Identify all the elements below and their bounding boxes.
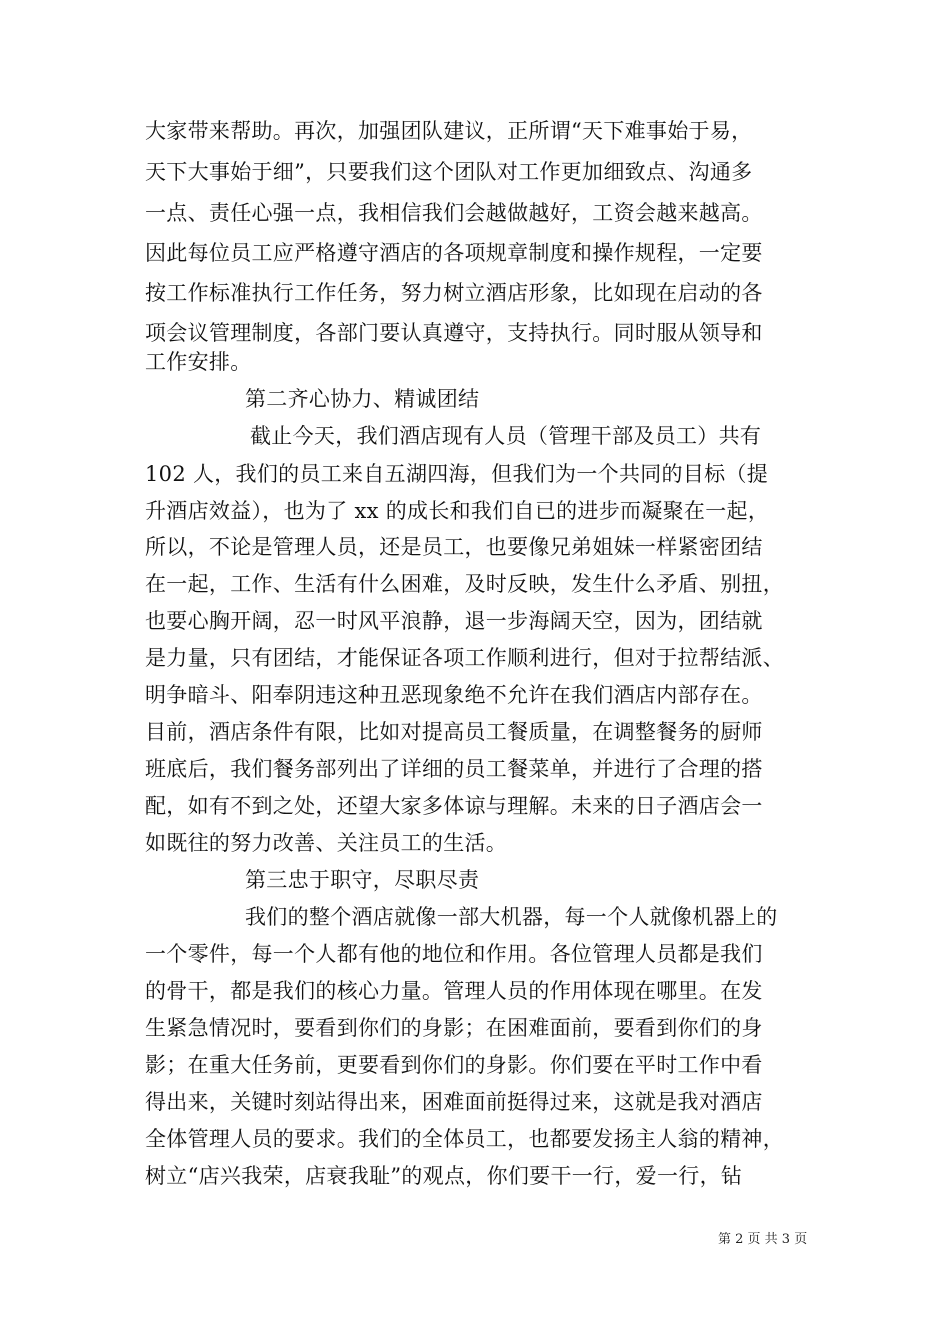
paragraph-line: 全体管理人员的要求。我们的全体员工，也都要发扬主人翁的精神， [145, 1127, 784, 1151]
paragraph-line: 工作安排。 [145, 350, 252, 374]
paragraph-line: 是力量，只有团结，才能保证各项工作顺利进行，但对于拉帮结派、 [145, 646, 784, 670]
paragraph-line: 明争暗斗、阳奉阴违这种丑恶现象绝不允许在我们酒店内部存在。 [145, 683, 763, 707]
section-heading: 第三忠于职守，尽职尽责 [245, 868, 480, 892]
paragraph-line: 生紧急情况时，要看到你们的身影；在困难面前，要看到你们的身 [145, 1016, 763, 1040]
paragraph-line: 在一起，工作、生活有什么困难，及时反映，发生什么矛盾、别扭， [145, 572, 784, 596]
paragraph-line: 升酒店效益），也为了 xx 的成长和我们自已的进步而凝聚在一起， [145, 499, 770, 523]
paragraph-line: 得出来，关键时刻站得出来，困难面前挺得过来，这就是我对酒店 [145, 1090, 763, 1114]
paragraph-line: 截止今天，我们酒店现有人员（管理干部及员工）共有 [250, 424, 762, 448]
paragraph-line: 影；在重大任务前，更要看到你们的身影。你们要在平时工作中看 [145, 1053, 763, 1077]
paragraph-line: 天下大事始于细”，只要我们这个团队对工作更加细致点、沟通多 [145, 160, 753, 184]
paragraph-line: 的骨干，都是我们的核心力量。管理人员的作用体现在哪里。在发 [145, 979, 763, 1003]
paragraph-line: 也要心胸开阔，忍一时风平浪静，退一步海阔天空，因为，团结就 [145, 609, 763, 633]
paragraph-line: 目前，酒店条件有限，比如对提高员工餐质量，在调整餐务的厨师 [145, 720, 763, 744]
section-heading: 第二齐心协力、精诚团结 [245, 387, 480, 411]
paragraph-line: 一点、责任心强一点，我相信我们会越做越好，工资会越来越高。 [145, 201, 763, 225]
paragraph-line: 一个零件，每一个人都有他的地位和作用。各位管理人员都是我们 [145, 942, 763, 966]
paragraph-line: 如既往的努力改善、关注员工的生活。 [145, 831, 508, 855]
paragraph-line: 因此每位员工应严格遵守酒店的各项规章制度和操作规程，一定要 [145, 241, 763, 265]
paragraph-line: 项会议管理制度，各部门要认真遵守，支持执行。同时服从领导和 [145, 321, 763, 345]
paragraph-line: 班底后，我们餐务部列出了详细的员工餐菜单，并进行了合理的搭 [145, 757, 763, 781]
page-number: 第 2 页 共 3 页 [718, 1232, 808, 1247]
paragraph-line: 配，如有不到之处，还望大家多体谅与理解。未来的日子酒店会一 [145, 794, 763, 818]
paragraph-line: 按工作标准执行工作任务，努力树立酒店形象，比如现在启动的各 [145, 281, 763, 305]
paragraph-line: 大家带来帮助。再次，加强团队建议，正所谓“天下难事始于易， [145, 119, 753, 143]
paragraph-line: 102 人，我们的员工来自五湖四海，但我们为一个共同的目标（提 [145, 462, 769, 486]
paragraph-line: 所以，不论是管理人员，还是员工，也要像兄弟姐妹一样紧密团结 [145, 535, 763, 559]
paragraph-line: 树立“店兴我荣，店衰我耻”的观点，你们要干一行，爱一行，钻 [145, 1164, 743, 1188]
paragraph-line: 我们的整个酒店就像一部大机器，每一个人就像机器上的 [245, 905, 778, 929]
